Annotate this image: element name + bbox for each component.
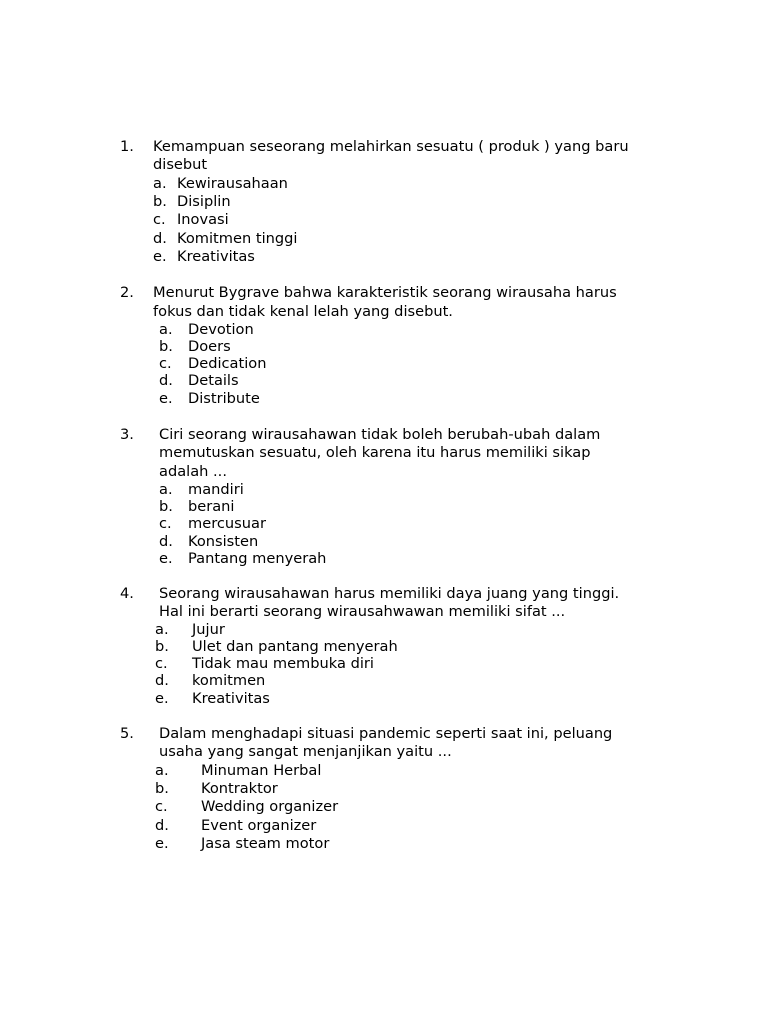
option-text: mandiri [188, 481, 244, 498]
option-text: Doers [188, 338, 231, 355]
option-text: Tidak mau membuka diri [192, 655, 374, 672]
option-letter: e. [155, 690, 169, 707]
option-text: Details [188, 372, 239, 389]
option-letter: e. [155, 835, 169, 852]
question-text-line: Menurut Bygrave bahwa karakteristik seorang wirausaha harus [153, 284, 617, 301]
option-text: Kewirausahaan [177, 175, 288, 192]
question-number: 4. [120, 585, 134, 602]
option-text: Jujur [192, 621, 225, 638]
option-text: Kontraktor [201, 780, 278, 797]
option-letter: b. [155, 780, 169, 797]
question-text-line: adalah ... [159, 463, 227, 480]
question-number: 2. [120, 284, 134, 301]
option-letter: b. [159, 498, 173, 515]
option-letter: d. [155, 817, 169, 834]
option-text: Disiplin [177, 193, 231, 210]
question-text-line: Dalam menghadapi situasi pandemic seperti saat ini, peluang [159, 725, 613, 742]
question-text-line: Kemampuan seseorang melahirkan sesuatu ( produk ) yang baru [153, 138, 629, 155]
option-text: komitmen [192, 672, 266, 689]
option-text: Konsisten [188, 533, 259, 550]
option-text: Ulet dan pantang menyerah [192, 638, 398, 655]
option-letter: d. [159, 372, 173, 389]
question-text-line: usaha yang sangat menjanjikan yaitu ... [159, 743, 452, 760]
option-letter: b. [155, 638, 169, 655]
option-text: Kreativitas [192, 690, 270, 707]
question-text-line: Seorang wirausahawan harus memiliki daya juang yang tinggi. [159, 585, 620, 602]
option-letter: a. [155, 621, 169, 638]
option-text: Minuman Herbal [201, 762, 322, 779]
question-number: 3. [120, 426, 134, 443]
option-letter: a. [159, 481, 173, 498]
option-text: berani [188, 498, 235, 515]
question-text-line: Hal ini berarti seorang wirausahwawan memiliki sifat ... [159, 603, 566, 620]
option-letter: c. [159, 355, 172, 372]
option-text: Dedication [188, 355, 267, 372]
option-text: mercusuar [188, 515, 266, 532]
option-text: Inovasi [177, 211, 229, 228]
option-text: Pantang menyerah [188, 550, 327, 567]
question-text-line: memutuskan sesuatu, oleh karena itu harus memiliki sikap [159, 444, 591, 461]
option-letter: b. [153, 193, 167, 210]
option-letter: a. [155, 762, 169, 779]
option-letter: d. [155, 672, 169, 689]
option-letter: c. [153, 211, 166, 228]
option-letter: d. [153, 230, 167, 247]
question-text-line: disebut [153, 156, 208, 173]
option-letter: e. [159, 550, 173, 567]
option-text: Wedding organizer [201, 798, 339, 815]
option-letter: a. [159, 321, 173, 338]
option-letter: e. [159, 390, 173, 407]
option-letter: e. [153, 248, 167, 265]
option-text: Devotion [188, 321, 254, 338]
question-number: 5. [120, 725, 134, 742]
question-number: 1. [120, 138, 134, 155]
option-text: Jasa steam motor [201, 835, 330, 852]
option-letter: d. [159, 533, 173, 550]
option-text: Komitmen tinggi [177, 230, 298, 247]
question-text-line: Ciri seorang wirausahawan tidak boleh berubah-ubah dalam [159, 426, 601, 443]
option-text: Kreativitas [177, 248, 255, 265]
option-letter: b. [159, 338, 173, 355]
question-text-line: fokus dan tidak kenal lelah yang disebut. [153, 303, 453, 320]
option-letter: c. [155, 655, 168, 672]
option-letter: c. [159, 515, 172, 532]
option-letter: c. [155, 798, 168, 815]
option-letter: a. [153, 175, 167, 192]
option-text: Distribute [188, 390, 260, 407]
option-text: Event organizer [201, 817, 317, 834]
